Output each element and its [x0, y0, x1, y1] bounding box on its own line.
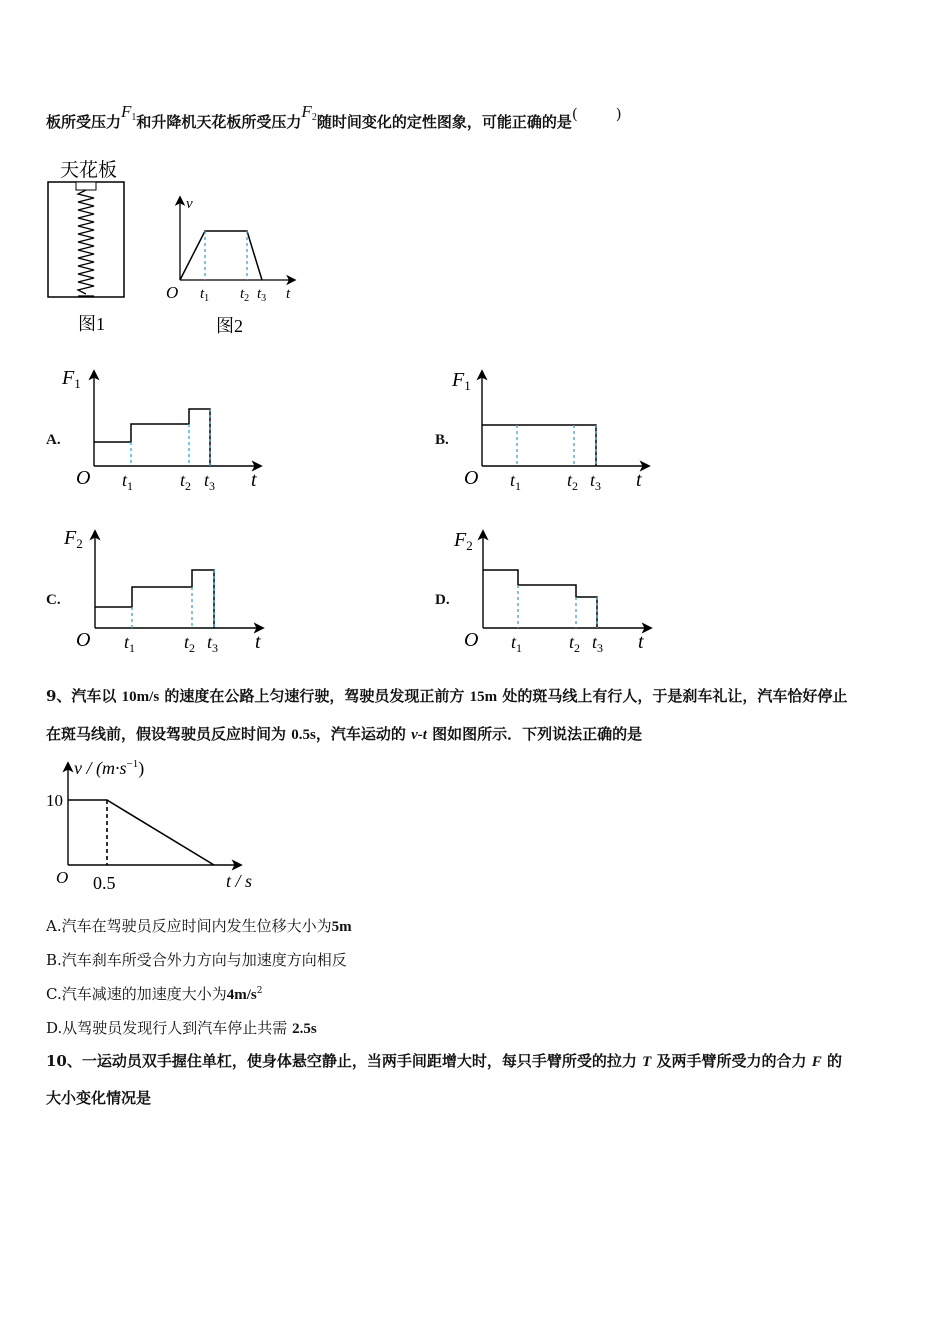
opt-c-y-label: $F_2$ — [64, 527, 83, 551]
fig1-sensor-block — [76, 182, 96, 190]
fig2-y-label: v — [186, 196, 193, 212]
q9-x-label: t / s — [226, 871, 253, 891]
q8-option-c-graph[interactable] — [62, 522, 272, 657]
q8-figure2 — [160, 190, 310, 340]
opt-a-t1: $t_1$ — [122, 470, 134, 493]
opt-c-t3: $t_3$ — [207, 632, 219, 655]
q9-velocity-line — [68, 800, 214, 865]
q8-stem — [46, 102, 622, 138]
opt-b-t3: $t_3$ — [590, 470, 602, 493]
fig2-t1-label: $t_1$ — [200, 286, 210, 304]
fig2-caption: 图2 — [216, 316, 243, 336]
q8-stem-part1: 板所受压力 — [46, 113, 122, 131]
opt-d-t1: $t_1$ — [511, 632, 523, 655]
fig2-x-label: t — [286, 286, 291, 302]
q9-stem-line1: 9、汽车以 10m/s 的速度在公路上匀速行驶，驾驶员发现正前方 15m 处的斑马线上有行人，于是刹车礼让，汽车恰好停止 — [46, 687, 848, 705]
q9-y-tick-10: 10 — [46, 791, 63, 810]
opt-b-force-line — [482, 425, 596, 466]
opt-a-t3: $t_3$ — [204, 470, 216, 493]
q8-option-a-graph[interactable] — [62, 362, 272, 497]
q8-stem-part3: 随时间变化的定性图象，可能正确的是 — [316, 113, 572, 131]
q9-option-c[interactable]: C.汽车减速的加速度大小为$4m/s^2$ — [46, 985, 263, 1003]
q10-stem-line1: 10、一运动员双手握住单杠，使身体悬空静止，当两手间距增大时，每只手臂所受的拉力 T 及两手臂所受力的合力 F 的 — [46, 1052, 843, 1070]
q8-option-c-letter: C. — [46, 592, 61, 608]
opt-b-origin: O — [464, 467, 479, 489]
q8-f2-symbol: $F_2$ — [301, 102, 317, 123]
q8-option-d-graph[interactable] — [450, 522, 660, 657]
q8-f1-symbol: $F_1$ — [121, 102, 137, 123]
opt-a-x-label: t — [251, 469, 257, 491]
opt-c-origin: O — [76, 629, 91, 651]
q10-stem-line2: 大小变化情况是 — [46, 1089, 152, 1107]
opt-b-y-label: $F_1$ — [452, 369, 471, 393]
opt-b-x-label: t — [636, 469, 642, 491]
opt-a-t2: $t_2$ — [180, 470, 192, 493]
q8-option-b-graph[interactable] — [450, 362, 660, 497]
opt-c-x-label: t — [255, 631, 261, 653]
q9-x-tick-05: 0.5 — [93, 873, 116, 893]
opt-d-force-line — [483, 570, 597, 628]
q9-stem-line2: 在斑马线前，假设驾驶员反应时间为 0.5s，汽车运动的 v-t 图如图所示．下列说法正确的是 — [46, 725, 643, 743]
fig2-t2-label: $t_2$ — [240, 286, 250, 304]
opt-c-force-line — [95, 570, 214, 628]
opt-d-y-label: $F_2$ — [454, 529, 473, 553]
fig2-t3-label: $t_3$ — [257, 286, 267, 304]
fig1-spring — [78, 190, 94, 294]
fig1-ceiling-label: 天花板 — [60, 160, 118, 181]
opt-d-x-label: t — [638, 631, 644, 653]
opt-c-t2: $t_2$ — [184, 632, 196, 655]
opt-a-force-line — [94, 409, 210, 466]
opt-d-t3: $t_3$ — [592, 632, 604, 655]
q9-y-label: $v / (m\cdot s^{-1})$ — [74, 758, 145, 778]
q8-figure1 — [40, 150, 140, 340]
fig2-velocity-curve — [180, 231, 262, 280]
opt-b-t2: $t_2$ — [567, 470, 579, 493]
q8-paren-close: ) — [615, 105, 622, 123]
opt-c-t1: $t_1$ — [124, 632, 136, 655]
q8-paren-open: ( — [571, 105, 578, 123]
fig1-caption: 图1 — [78, 314, 105, 334]
q8-option-b-letter: B. — [435, 432, 449, 448]
q9-option-a[interactable]: A.汽车在驾驶员反应时间内发生位移大小为5m — [46, 917, 352, 935]
opt-d-t2: $t_2$ — [569, 632, 581, 655]
opt-a-y-label: $F_1$ — [62, 367, 81, 391]
opt-b-t1: $t_1$ — [510, 470, 522, 493]
opt-a-origin: O — [76, 467, 91, 489]
q9-vt-graph — [44, 752, 274, 897]
q8-stem-part2: 和升降机天花板所受压力 — [136, 113, 302, 131]
opt-d-origin: O — [464, 629, 479, 651]
q9-option-b[interactable]: B.汽车刹车所受合外力方向与加速度方向相反 — [46, 951, 347, 969]
q8-option-a-letter: A. — [46, 432, 61, 448]
q9-option-d[interactable]: D.从驾驶员发现行人到汽车停止共需 2.5s — [46, 1019, 317, 1037]
q9-origin: O — [56, 868, 69, 887]
fig2-origin: O — [166, 283, 179, 302]
q8-option-d-letter: D. — [435, 592, 450, 608]
